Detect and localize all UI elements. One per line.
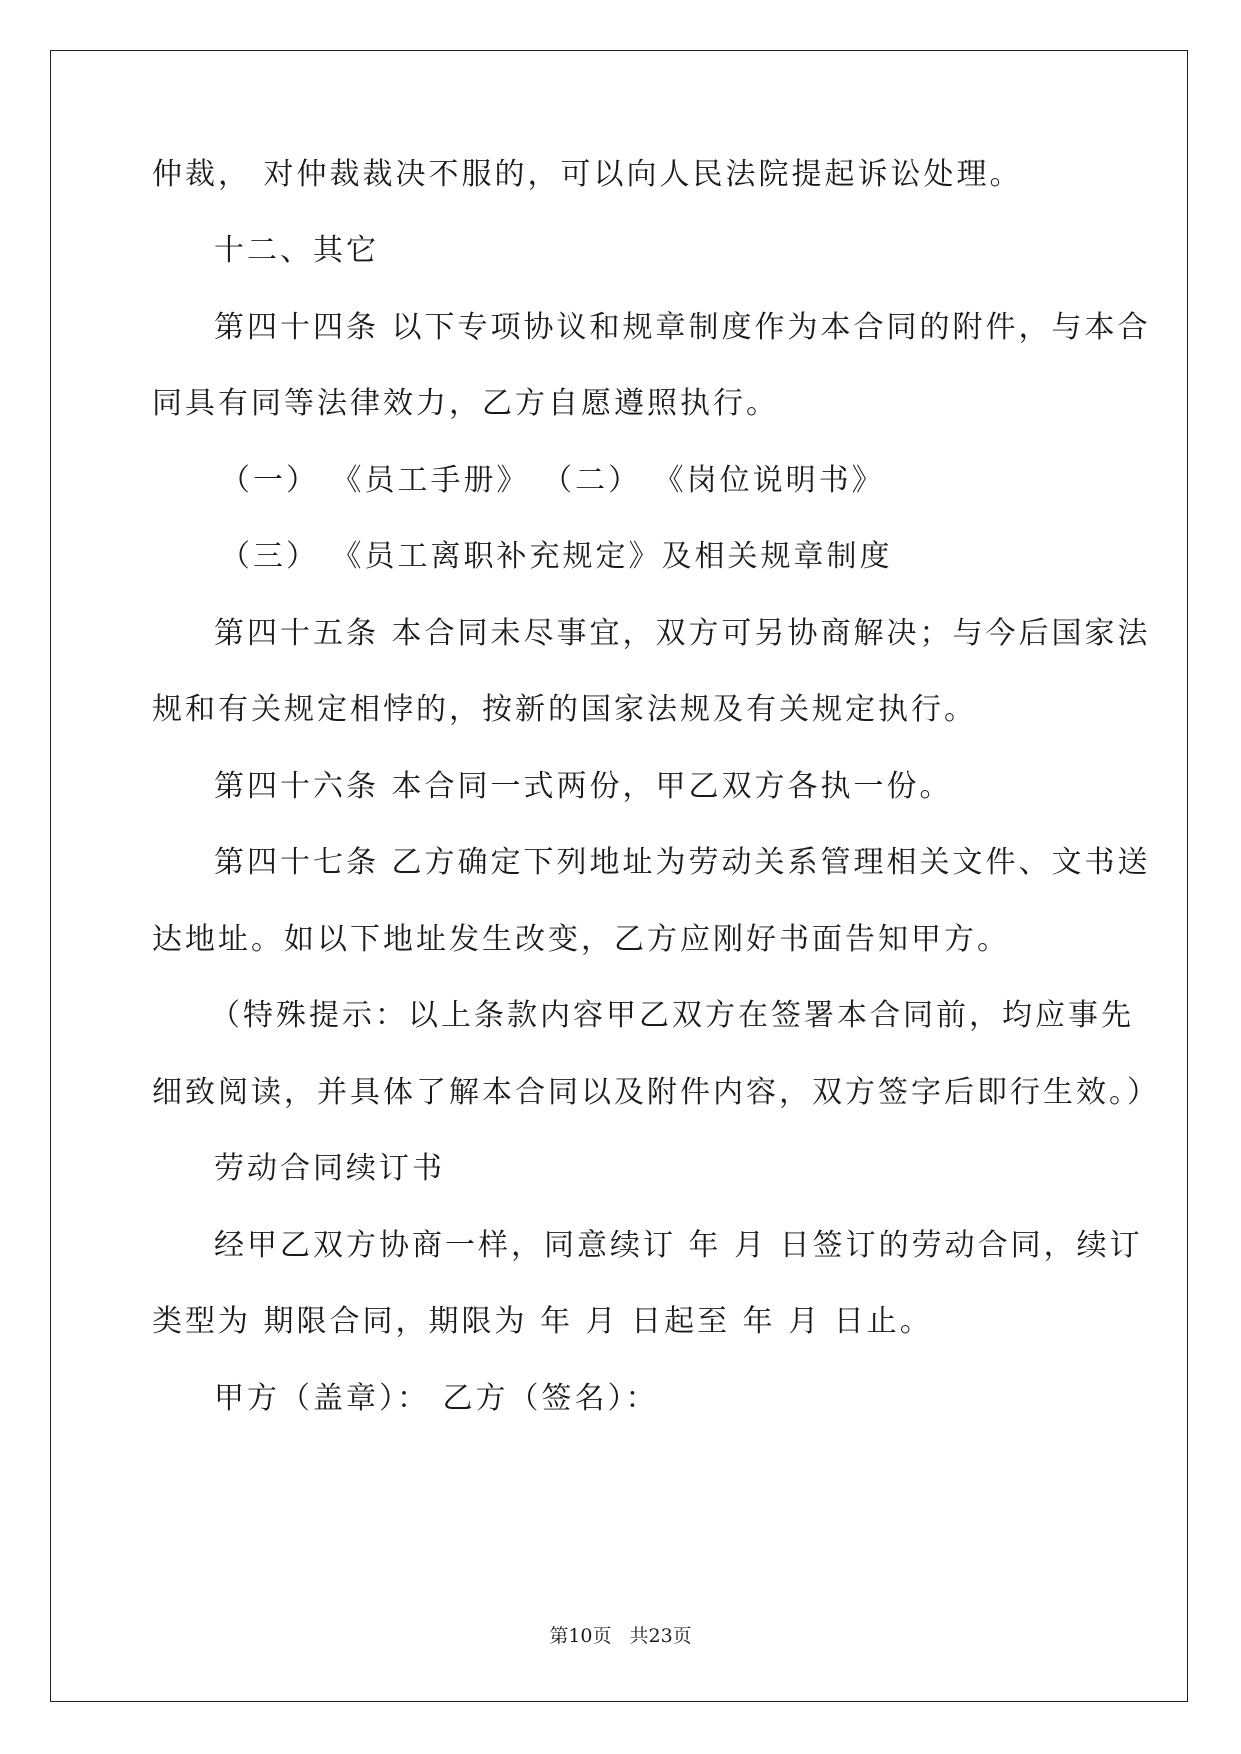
article-44-line-2: 同具有同等法律效力，乙方自愿遵照执行。 <box>152 386 779 421</box>
total-pages: 共23页 <box>629 1625 692 1647</box>
renewal-text-line-1: 经甲乙双方协商一样，同意续订 年 月 日签订的劳动合同，续订 <box>214 1228 1143 1263</box>
page-footer <box>0 1624 1241 1648</box>
signature-line: 甲方（盖章）： 乙方（签名）： <box>214 1381 659 1416</box>
section-heading: 十二、其它 <box>214 233 379 268</box>
article-47-line-1: 第四十七条 乙方确定下列地址为劳动关系管理相关文件、文书送 <box>214 845 1151 880</box>
article-45-line-2: 规和有关规定相悖的，按新的国家法规及有关规定执行。 <box>152 692 977 727</box>
paragraph-line: 仲裁， 对仲裁裁决不服的，可以向人民法院提起诉讼处理。 <box>152 157 1023 192</box>
attachment-list-1: （一） 《员工手册》 （二） 《岗位说明书》 <box>220 463 885 498</box>
renewal-text-line-2: 类型为 期限合同，期限为 年 月 日起至 年 月 日止。 <box>152 1304 933 1339</box>
article-46: 第四十六条 本合同一式两份，甲乙双方各执一份。 <box>214 769 953 804</box>
article-44-line-1: 第四十四条 以下专项协议和规章制度作为本合同的附件，与本合 <box>214 310 1151 345</box>
special-notice-line-2: 细致阅读，并具体了解本合同以及附件内容，双方签字后即行生效。） <box>152 1075 1160 1110</box>
article-45-line-1: 第四十五条 本合同未尽事宜，双方可另协商解决；与今后国家法 <box>214 616 1151 651</box>
page-number: 第10页 <box>549 1625 612 1647</box>
attachment-list-2: （三） 《员工离职补充规定》及相关规章制度 <box>220 539 893 574</box>
article-47-line-2: 达地址。如以下地址发生改变，乙方应刚好书面告知甲方。 <box>152 922 1010 957</box>
renewal-title: 劳动合同续订书 <box>214 1151 445 1186</box>
special-notice-line-1: （特殊提示：以上条款内容甲乙双方在签署本合同前，均应事先 <box>210 998 1134 1033</box>
